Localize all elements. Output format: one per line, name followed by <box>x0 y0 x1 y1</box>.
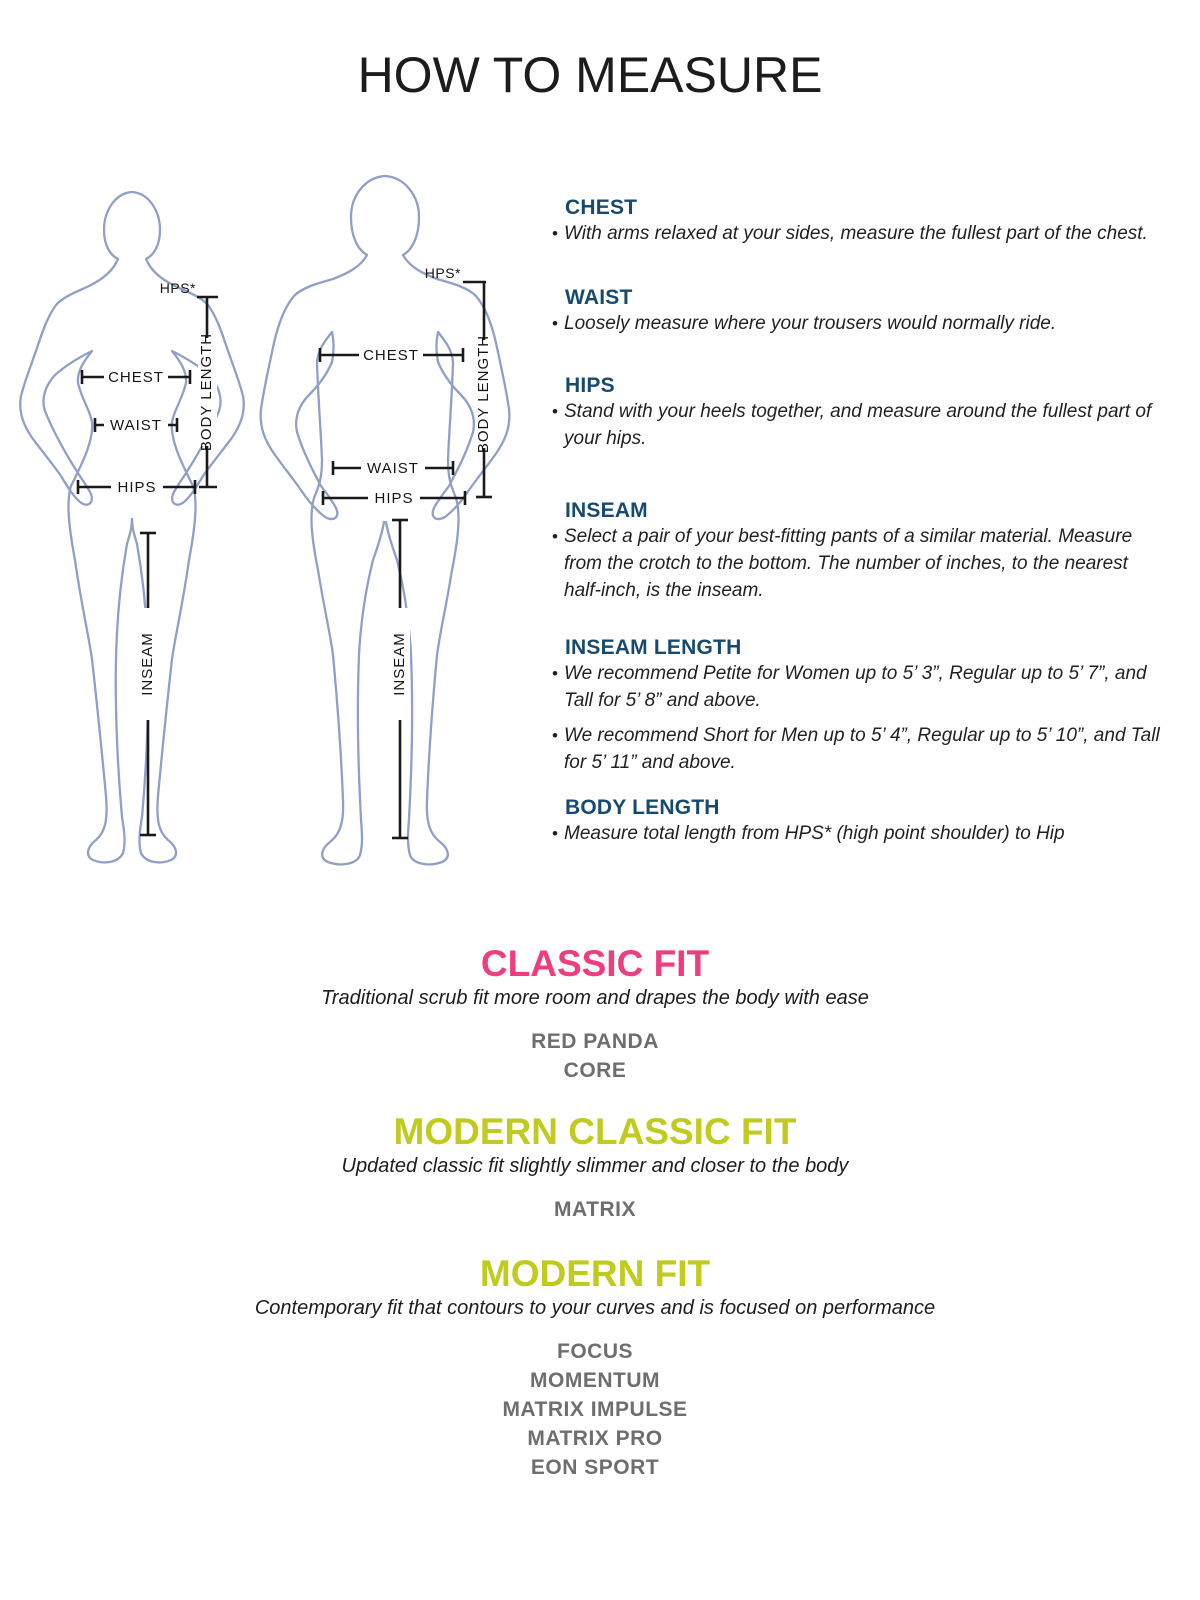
fit-brand-list <box>0 1337 1190 1482</box>
instruction-bullet <box>552 523 1170 604</box>
instruction-section-body-length <box>552 796 1170 847</box>
male-inseam-measure <box>390 520 410 838</box>
bullet-text: We recommend Short for Men up to 5’ 4”, Regular up to 5’ 10”, and Tall for 5’ 11” and above. <box>564 725 1160 773</box>
instruction-bullet <box>552 820 1170 847</box>
bullet-text: We recommend Petite for Women up to 5’ 3”, Regular up to 5’ 7”, and Tall for 5’ 8” and above. <box>564 663 1147 711</box>
fit-name: MODERN FIT <box>479 1253 711 1294</box>
female-hips-label: HIPS <box>117 479 157 496</box>
female-hips-measure <box>78 476 195 497</box>
figure-male-half-mirror <box>261 176 385 864</box>
female-inseam-measure <box>138 533 158 835</box>
male-waist-measure <box>333 457 453 478</box>
section-heading: CHEST <box>565 196 638 219</box>
fit-name: CLASSIC FIT <box>480 943 710 984</box>
fit-section-modern-classic <box>0 1112 1190 1224</box>
male-inseam-label: INSEAM <box>390 632 408 696</box>
figure-female-half-mirror <box>20 192 132 862</box>
female-hps-label: HPS* <box>159 280 196 296</box>
male-body-length-label: BODY LENGTH <box>474 334 492 454</box>
bullet-icon: • <box>552 402 558 421</box>
instruction-section-inseam-length <box>552 636 1170 776</box>
instruction-section-chest <box>552 196 1170 247</box>
bullet-icon: • <box>552 527 558 546</box>
bullet-text: Loosely measure where your trousers would normally ride. <box>564 313 1057 334</box>
bullet-text: Select a pair of your best-fitting pants of a similar material. Measure from the crotch to the bottom. The number of inches, to the nearest half-inch, is the inseam. <box>564 526 1133 601</box>
section-heading: HIPS <box>565 374 615 397</box>
instruction-bullet <box>552 220 1170 247</box>
fit-description: Updated classic fit slightly slimmer and closer to the body <box>341 1155 849 1177</box>
fit-brand-list <box>0 1195 1190 1224</box>
instruction-bullet <box>552 398 1170 452</box>
section-heading: INSEAM LENGTH <box>565 636 742 659</box>
male-body-length-measure <box>425 265 494 497</box>
instruction-bullet <box>552 660 1170 714</box>
female-inseam-label: INSEAM <box>138 632 156 696</box>
instruction-bullet <box>552 722 1170 776</box>
female-waist-measure <box>95 414 177 435</box>
measurement-diagram <box>0 160 540 880</box>
bullet-icon: • <box>552 314 558 333</box>
section-heading: INSEAM <box>565 499 648 522</box>
brand-name: MATRIX PRO <box>527 1427 663 1450</box>
bullet-text: Stand with your heels together, and measure around the fullest part of your hips. <box>564 401 1152 449</box>
male-chest-label: CHEST <box>363 347 419 364</box>
brand-name: MOMENTUM <box>530 1369 660 1392</box>
male-hps-label: HPS* <box>424 265 461 281</box>
bullet-icon: • <box>552 224 558 243</box>
female-chest-measure <box>82 366 190 387</box>
section-heading: BODY LENGTH <box>565 796 720 819</box>
brand-name: CORE <box>563 1059 627 1082</box>
male-waist-label: WAIST <box>367 460 419 477</box>
fit-brand-list <box>0 1027 1190 1085</box>
instruction-section-waist <box>552 286 1170 337</box>
instruction-section-inseam <box>552 499 1170 604</box>
brand-name: RED PANDA <box>531 1030 659 1053</box>
brand-name: EON SPORT <box>530 1456 660 1479</box>
section-heading: WAIST <box>565 286 633 309</box>
instruction-bullet <box>552 310 1170 337</box>
female-chest-label: CHEST <box>108 369 164 386</box>
fit-description: Traditional scrub fit more room and drapes the body with ease <box>321 987 869 1009</box>
fit-description: Contemporary fit that contours to your curves and is focused on performance <box>254 1297 936 1319</box>
fit-name: MODERN CLASSIC FIT <box>393 1111 797 1152</box>
female-body-length-label: BODY LENGTH <box>197 332 215 452</box>
bullet-icon: • <box>552 824 558 843</box>
figure-male-outline <box>261 176 510 864</box>
instruction-section-hips <box>552 374 1170 452</box>
bullet-text: Measure total length from HPS* (high point shoulder) to Hip <box>564 823 1065 844</box>
measure-instructions <box>552 196 1170 847</box>
brand-name: MATRIX IMPULSE <box>502 1398 688 1421</box>
male-chest-measure <box>320 344 463 365</box>
fit-section-classic <box>0 944 1190 1085</box>
male-hips-label: HIPS <box>374 490 414 507</box>
page-title: HOW TO MEASURE <box>357 47 823 103</box>
figure-female-outline <box>20 192 244 862</box>
brand-name: MATRIX <box>554 1198 636 1221</box>
brand-name: FOCUS <box>557 1340 633 1363</box>
male-hips-measure <box>323 487 465 508</box>
female-waist-label: WAIST <box>110 417 162 434</box>
bullet-icon: • <box>552 726 558 745</box>
bullet-text: With arms relaxed at your sides, measure the fullest part of the chest. <box>564 223 1148 244</box>
fit-section-modern <box>0 1254 1190 1482</box>
bullet-icon: • <box>552 664 558 683</box>
